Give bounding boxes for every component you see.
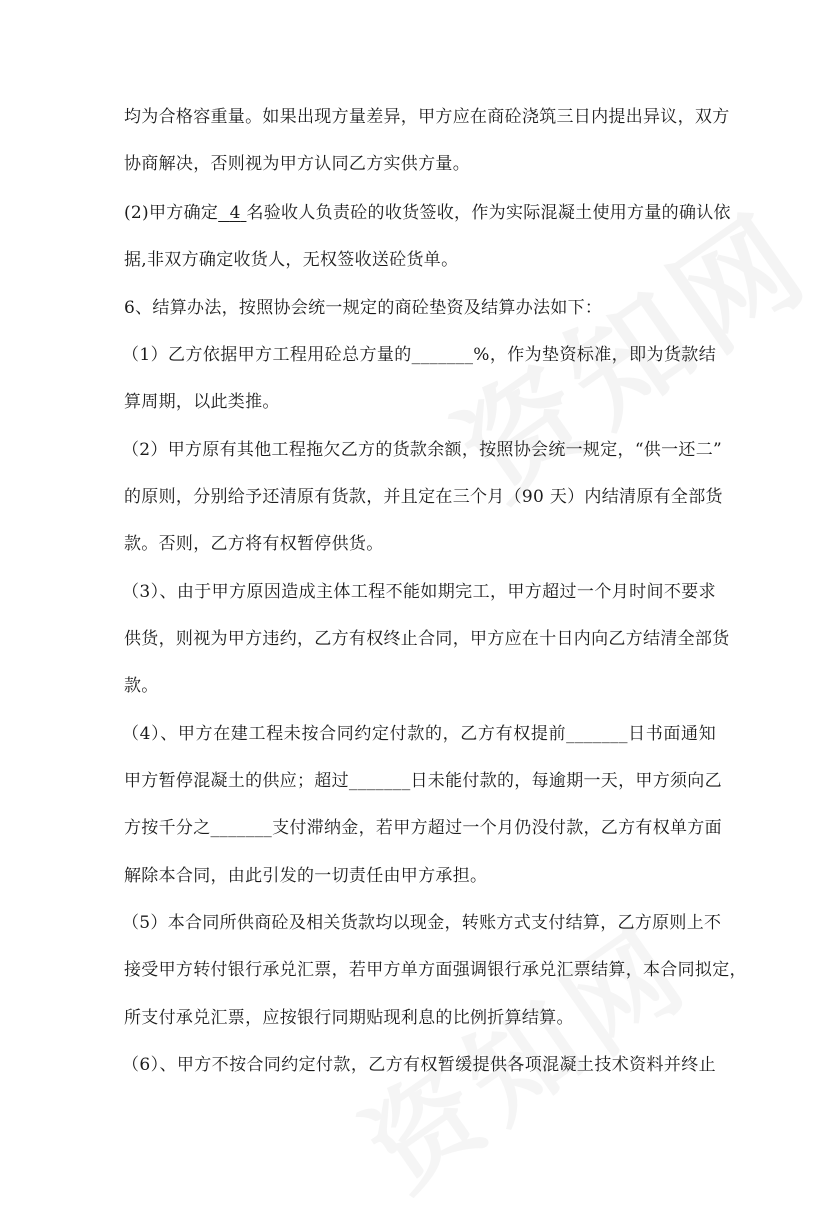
text-line: 的原则，分别给予还清原有货款，并且定在三个月（90 天）内结清原有全部货 (124, 487, 723, 507)
text-line: 甲方暂停混凝土的供应；超过_______日未能付款的，每逾期一天，甲方须向乙 (124, 771, 722, 791)
text-line: 均为合格容重量。如果出现方量差异，甲方应在商砼浇筑三日内提出异议，双方 (124, 107, 730, 127)
text-line: （2）甲方原有其他工程拖欠乙方的货款余额，按照协会统一规定，“供一还二” (122, 440, 722, 460)
text-line: （3）、由于甲方原因造成主体工程不能如期完工，甲方超过一个月时间不要求 (122, 582, 716, 602)
text-segment: (2)甲方确定 (124, 203, 219, 223)
text-segment: 名验收人负责砼的收货签收，作为实际混凝土使用方量的确认依 (246, 203, 731, 223)
text-line: 解除本合同，由此引发的一切责任由甲方承担。 (124, 866, 488, 886)
text-line: 供货，则视为甲方违约，乙方有权终止合同，甲方应在十日内向乙方结清全部货 (124, 629, 730, 649)
text-line: 据,非双方确定收货人，无权签收送砼货单。 (124, 250, 459, 270)
text-line: 接受甲方转付银行承兑汇票，若甲方单方面强调银行承兑汇票结算，本合同拟定， (124, 960, 747, 980)
text-line: （6）、甲方不按合同约定付款，乙方有权暂缓提供各项混凝土技术资料并终止 (122, 1055, 716, 1075)
text-line: （1）乙方依据甲方工程用砼总方量的_______%，作为垫资标准，即为货款结 (122, 345, 716, 365)
text-line: 方按千分之_______支付滞纳金，若甲方超过一个月仍没付款，乙方有权单方面 (124, 818, 722, 838)
text-line: 算周期，以此类推。 (124, 392, 280, 412)
filled-blank: 4 (229, 203, 241, 223)
text-line: 所支付承兑汇票，应按银行同期贴现利息的比例折算结算。 (124, 1008, 574, 1028)
text-line: 款。 (124, 676, 159, 696)
text-line: 协商解决，否则视为甲方认同乙方实供方量。 (124, 154, 470, 174)
text-line-with-blank (124, 201, 731, 225)
section-heading: 6、结算办法，按照协会统一规定的商砼垫资及结算办法如下： (124, 298, 603, 318)
text-line: 款。否则，乙方将有权暂停供货。 (124, 534, 384, 554)
text-line: （4）、甲方在建工程未按合同约定付款的，乙方有权提前_______日书面通知 (122, 724, 716, 744)
text-line: （5）本合同所供商砼及相关货款均以现金，转账方式支付结算，乙方原则上不 (122, 913, 722, 933)
